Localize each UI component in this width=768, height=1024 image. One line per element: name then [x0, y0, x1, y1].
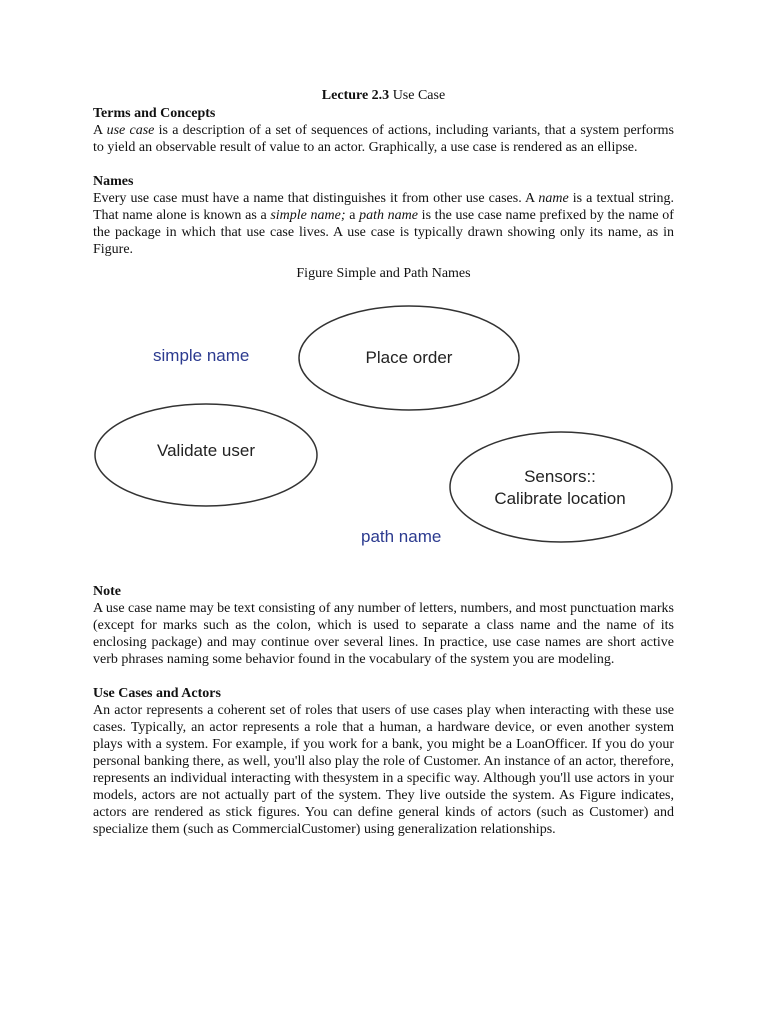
paragraph-actors: An actor represents a coherent set of roles that users of use cases play when interacting with these use cases. Typically, an actor represents a role that a human, a hardware device, or even another system plays with a system. For example, if you work for a bank, you might be a LoanOfficer. If you do your personal banking there, as well, you'll also play the role of Customer. An instance of an actor, therefore, represents an individual interacting with thesystem in a specific way. Although you'll use actors in your models, actors are not actually part of the system. They live outside the system. As Figure indicates, actors are rendered as stick figures. You can define general kinds of actors (such as Customer) and specialize them (such as CommercialCustomer) using generalization relationships. — [93, 703, 674, 837]
text: is a textual string. That name alone is known as a — [93, 191, 674, 223]
text: is the use case name prefixed by the name of the package in which that use case lives. A use case is typically drawn showing only its name, as in Figure. — [93, 208, 674, 257]
page-title — [93, 86, 674, 105]
ellipse-validate-user-label: Validate user — [157, 441, 255, 460]
heading-note: Note — [93, 584, 121, 599]
paragraph-note: A use case name may be text consisting of any number of letters, numbers, and most punctuation marks (except for marks such as the colon, which is used to separate a class name and the name of its enclosing package) and may continue over several lines. In practice, use case names are short active verb phrases naming some behavior found in the vocabulary of the system you are modeling. — [93, 601, 674, 667]
text: a — [345, 208, 360, 223]
text: Every use case must have a name that distinguishes it from other use cases. A — [93, 191, 539, 206]
emphasis-text: name — [538, 191, 569, 206]
paragraph-terms — [93, 122, 674, 156]
emphasis-text: simple name; — [270, 208, 346, 223]
label-path-name: path name — [361, 527, 442, 546]
heading-actors: Use Cases and Actors — [93, 686, 221, 701]
emphasis-text: path name — [359, 208, 418, 223]
lower-section — [93, 583, 674, 838]
title-rest: Use Case — [389, 88, 446, 103]
text: A — [93, 123, 107, 138]
ellipse-place-order-label: Place order — [365, 348, 453, 367]
heading-terms: Terms and Concepts — [93, 106, 216, 121]
ellipse-sensors-label-1: Sensors:: — [524, 467, 596, 486]
paragraph-names — [93, 190, 674, 258]
ellipse-sensors-label-2: Calibrate location — [494, 489, 626, 508]
label-simple-name: simple name — [153, 346, 250, 365]
document-page — [93, 86, 674, 282]
figure-caption: Figure Simple and Path Names — [296, 266, 471, 281]
title-bold: Lecture 2.3 — [321, 88, 390, 103]
text: is a description of a set of sequences of actions, including variants, that a system performs to yield an observable result of value to an actor. Graphically, a use case is rendered as an ellipse. — [93, 123, 674, 155]
heading-names: Names — [93, 174, 134, 189]
emphasis-text: use case — [106, 123, 155, 138]
